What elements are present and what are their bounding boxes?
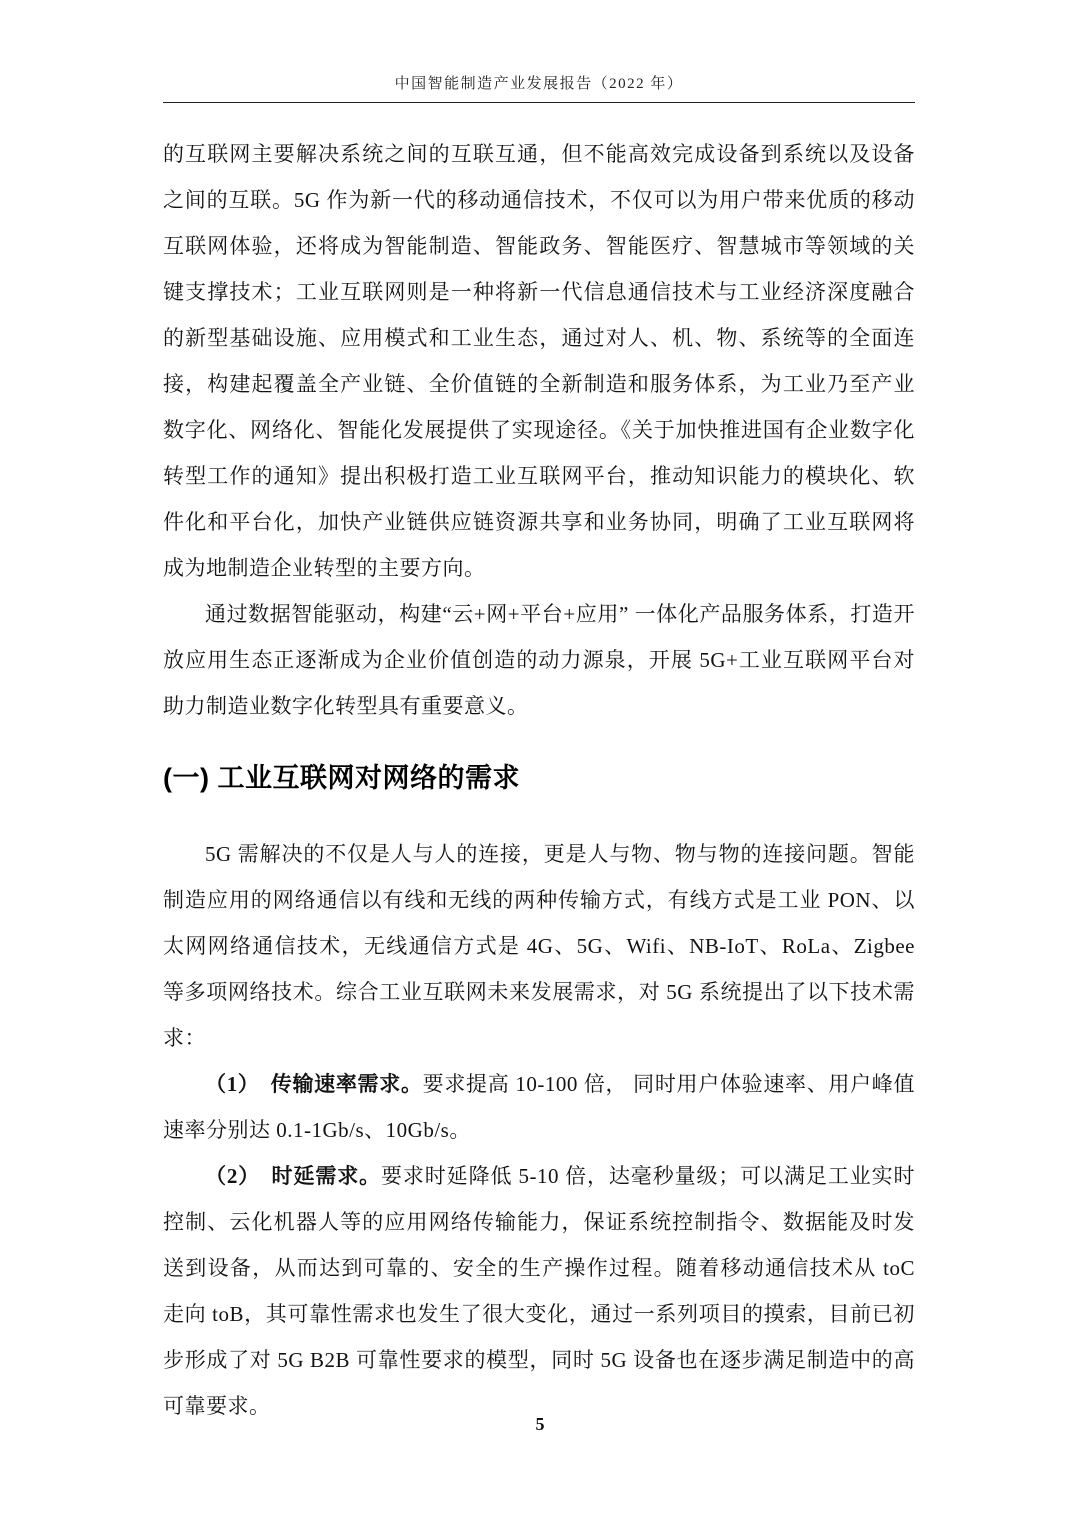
numbered-item-1-title: （1） 传输速率需求。	[205, 1072, 423, 1096]
page-number: 5	[535, 1414, 545, 1434]
numbered-item-1-text: 要求提高 10-100 倍， 同时用户体验速率、用户峰值速率分别达 0.1-1Gb/s、10Gb/s。	[163, 1072, 915, 1142]
page-header	[163, 72, 915, 103]
numbered-item-2-title: （2） 时延需求。	[205, 1164, 382, 1188]
numbered-item-2	[163, 1153, 915, 1429]
paragraph-continuation: 的互联网主要解决系统之间的互联互通，但不能高效完成设备到系统以及设备之间的互联。5G 作为新一代的移动通信技术，不仅可以为用户带来优质的移动互联网体验，还将成为智能制造、智能政务、智能医疗、智慧城市等领域的关键支撑技术；工业互联网则是一种将新一代信息通信技术与工业经济深度融合的新型基础设施、应用模式和工业生态，通过对人、机、物、系统等的全面连接，构建起覆盖全产业链、全价值链的全新制造和服务体系，为工业乃至产业数字化、网络化、智能化发展提供了实现途径。《关于加快推进国有企业数字化转型工作的通知》提出积极打造工业互联网平台，推动知识能力的模块化、软件化和平台化，加快产业链供应链资源共享和业务协同，明确了工业互联网将成为地制造企业转型的主要方向。	[163, 142, 915, 580]
numbered-item-2-text: 要求时延降低 5-10 倍，达毫秒量级；可以满足工业实时控制、云化机器人等的应用网络传输能力，保证系统控制指令、数据能及时发送到设备，从而达到可靠的、安全的生产操作过程。随着移动通信技术从 toC 走向 toB，其可靠性需求也发生了很大变化，通过一系列项目的摸索，目前已初步形成了对 5G B2B 可靠性要求的模型，同时 5G 设备也在逐步满足制造中的高可靠要求。	[163, 1164, 915, 1418]
document-body	[163, 131, 915, 1429]
numbered-item-1	[163, 1061, 915, 1153]
paragraph: 5G 需解决的不仅是人与人的连接，更是人与物、物与物的连接问题。智能制造应用的网络通信以有线和无线的两种传输方式，有线方式是工业 PON、以太网网络通信技术，无线通信方式是 4G、5G、Wifi、NB-IoT、RoLa、Zigbee 等多项网络技术。综合工业互联网未来发展需求，对 5G 系统提出了以下技术需求：	[163, 842, 915, 1050]
section-heading: (一) 工业互联网对网络的需求	[163, 763, 520, 793]
page-header-title: 中国智能制造产业发展报告（2022 年）	[394, 76, 684, 92]
paragraph: 通过数据智能驱动，构建“云+网+平台+应用” 一体化产品服务体系，打造开放应用生态正逐渐成为企业价值创造的动力源泉，开展 5G+工业互联网平台对助力制造业数字化转型具有重要意义。	[163, 602, 915, 718]
